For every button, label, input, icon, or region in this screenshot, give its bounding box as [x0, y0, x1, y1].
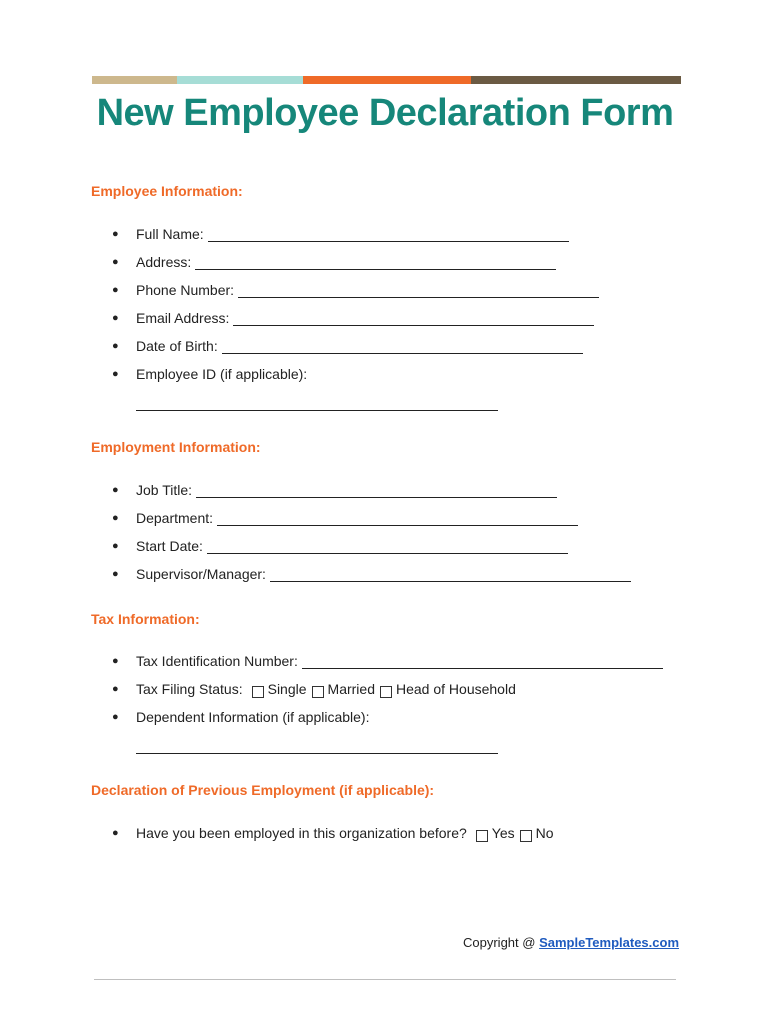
married-checkbox[interactable]: [312, 686, 324, 698]
bullet-icon: ●: [112, 655, 119, 667]
bullet-icon: ●: [112, 540, 119, 552]
color-bar-segment-3: [303, 76, 471, 84]
field-label: Supervisor/Manager:: [136, 566, 266, 582]
list-item-supervisor: [112, 566, 631, 582]
field-label: Dependent Information (if applicable):: [136, 709, 370, 725]
field-label: Date of Birth:: [136, 338, 218, 354]
color-bar-segment-4: [471, 76, 681, 84]
bullet-icon: ●: [112, 312, 119, 324]
field-label: Phone Number:: [136, 282, 235, 298]
address-field-line[interactable]: [195, 255, 556, 270]
page-title: New Employee Declaration Form: [96, 92, 674, 134]
bullet-icon: ●: [112, 284, 119, 296]
supervisor-field-line[interactable]: [270, 567, 631, 582]
list-item-employee-id: [112, 366, 311, 382]
field-label: Tax Filing Status:: [136, 681, 243, 697]
bullet-icon: ●: [112, 368, 119, 380]
copyright-text: Copyright @: [463, 935, 536, 950]
employee-id-field-line[interactable]: [136, 410, 498, 411]
bullet-icon: ●: [112, 683, 119, 695]
field-label: Full Name:: [136, 226, 204, 242]
phone-field-line[interactable]: [238, 283, 599, 298]
dependent-field-line[interactable]: [136, 753, 498, 754]
header-color-bar: [92, 76, 681, 84]
field-label: Job Title:: [136, 482, 193, 498]
list-item-full-name: [112, 226, 569, 242]
dob-field-line[interactable]: [222, 339, 583, 354]
copyright-footer: [463, 935, 679, 950]
field-label: Tax Identification Number:: [136, 653, 298, 669]
field-label: Department:: [136, 510, 214, 526]
list-item-start-date: [112, 538, 568, 554]
option-label: No: [535, 825, 554, 841]
list-item-job-title: [112, 482, 557, 498]
footer-divider: [94, 979, 676, 980]
bullet-icon: ●: [112, 512, 119, 524]
bullet-icon: ●: [112, 484, 119, 496]
no-checkbox[interactable]: [520, 830, 532, 842]
list-item-dob: [112, 338, 583, 354]
bullet-icon: ●: [112, 568, 119, 580]
section-heading-employee-info: Employee Information:: [91, 183, 243, 199]
list-item-address: [112, 254, 556, 270]
field-label: Start Date:: [136, 538, 203, 554]
field-label: Email Address:: [136, 310, 230, 326]
question-label: Have you been employed in this organization before?: [136, 825, 467, 841]
section-heading-tax-info: Tax Information:: [91, 611, 200, 627]
single-checkbox[interactable]: [252, 686, 264, 698]
list-item-email: [112, 310, 594, 326]
job-title-field-line[interactable]: [196, 483, 557, 498]
section-heading-previous-employment: Declaration of Previous Employment (if applicable):: [91, 782, 435, 798]
section-heading-employment-info: Employment Information:: [91, 439, 261, 455]
list-item-tin: [112, 653, 663, 669]
yes-checkbox[interactable]: [476, 830, 488, 842]
option-label: Yes: [491, 825, 515, 841]
bullet-icon: ●: [112, 256, 119, 268]
list-item-previous-employment: [112, 825, 554, 841]
tin-field-line[interactable]: [302, 654, 663, 669]
color-bar-segment-2: [177, 76, 303, 84]
option-label: Married: [327, 681, 375, 697]
bullet-icon: ●: [112, 340, 119, 352]
bullet-icon: ●: [112, 827, 119, 839]
department-field-line[interactable]: [217, 511, 578, 526]
field-label: Employee ID (if applicable):: [136, 366, 308, 382]
color-bar-segment-1: [92, 76, 177, 84]
field-label: Address:: [136, 254, 192, 270]
bullet-icon: ●: [112, 711, 119, 723]
start-date-field-line[interactable]: [207, 539, 568, 554]
head-of-household-checkbox[interactable]: [380, 686, 392, 698]
email-field-line[interactable]: [233, 311, 594, 326]
bullet-icon: ●: [112, 228, 119, 240]
option-label: Single: [267, 681, 307, 697]
list-item-filing-status: [112, 681, 516, 697]
sampletemplates-link[interactable]: SampleTemplates.com: [539, 935, 679, 950]
full-name-field-line[interactable]: [208, 227, 569, 242]
list-item-department: [112, 510, 578, 526]
list-item-dependent: [112, 709, 373, 725]
list-item-phone: [112, 282, 599, 298]
option-label: Head of Household: [396, 681, 516, 697]
